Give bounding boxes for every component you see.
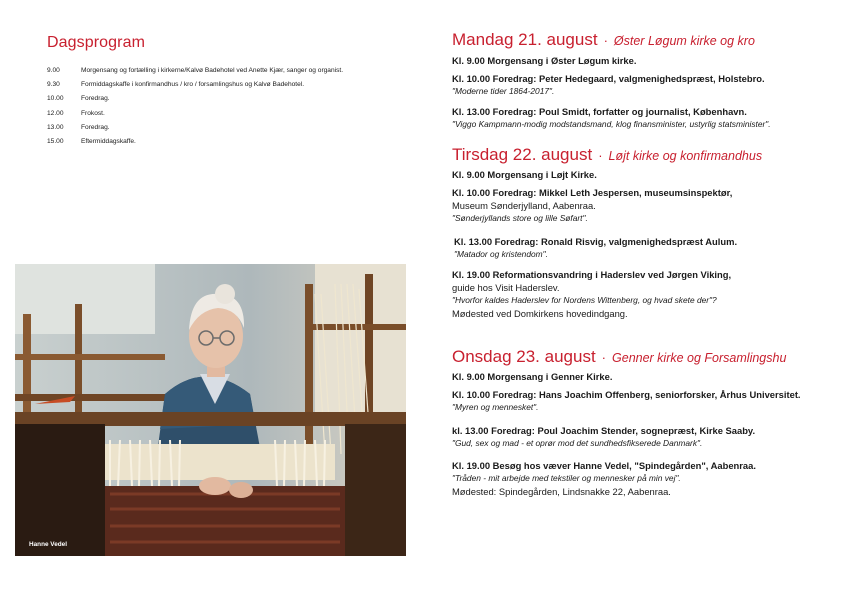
program-line: guide hos Visit Haderslev. (452, 282, 560, 293)
program-quote: "Myren og mennesket". (452, 402, 539, 412)
photo-caption: Hanne Vedel (29, 541, 68, 548)
schedule-time: 13.00 (47, 123, 64, 131)
schedule-text: Formiddagskaffe i konfirmandhus / kro / forsamlingshus og Kalvø Badehotel. (81, 81, 305, 89)
day-name: Onsdag 23. august (452, 347, 596, 366)
day-name: Mandag 21. august (452, 30, 598, 49)
schedule-time: 15.00 (47, 137, 64, 145)
weaver-photo-illustration (15, 264, 406, 556)
schedule-text: Frokost. (81, 109, 105, 117)
schedule-list (47, 64, 397, 149)
day-heading (452, 145, 832, 166)
schedule-text: Foredrag. (81, 95, 110, 103)
schedule-row (47, 107, 397, 121)
schedule-time: 9.30 (47, 81, 60, 89)
program-line: Mødested: Spindegården, Lindsnakke 22, Aabenraa. (452, 486, 671, 497)
day-section (452, 145, 832, 320)
program-quote: "Hvorfor kaldes Haderslev for Nordens Wittenberg, og hvad skete der"? (452, 295, 717, 305)
program-quote: "Sønderjyllands store og lille Søfart". (452, 213, 588, 223)
program-quote: "Moderne tider 1864-2017". (452, 86, 555, 96)
schedule-time: 10.00 (47, 95, 64, 103)
program-line: Kl. 19.00 Besøg hos væver Hanne Vedel, "Spindegården", Aabenraa. (452, 460, 756, 471)
schedule-time: 9.00 (47, 67, 60, 74)
program-line: Mødested ved Domkirkens hovedindgang. (452, 308, 628, 319)
schedule-row (47, 78, 397, 92)
program-line: kl. 13.00 Foredrag: Poul Joachim Stender, sognepræst, Kirke Saaby. (452, 425, 756, 436)
schedule-text: Morgensang og fortælling i kirkerne/Kalvø Badehotel ved Anette Kjær, sanger og organist. (81, 67, 344, 74)
schedule-row (47, 92, 397, 106)
program-quote: "Matador og kristendom". (454, 249, 548, 259)
program-line: Kl. 10.00 Foredrag: Hans Joachim Offenberg, seniorforsker, Århus Universitet. (452, 389, 801, 400)
day-section (452, 30, 832, 131)
program-line: Kl. 10.00 Foredrag: Peter Hedegaard, valgmenighedspræst, Holstebro. (452, 73, 765, 84)
weaver-photo (15, 264, 406, 556)
day-separator: · (598, 148, 603, 163)
program-quote: "Viggo Kampmann-modig modstandsmand, klog finansminister, ustyrlig statsminister". (452, 119, 771, 129)
day-heading (452, 30, 832, 51)
schedule-row (47, 64, 397, 78)
program-line: Museum Sønderjylland, Aabenraa. (452, 200, 596, 211)
schedule-row (47, 135, 397, 149)
program-title: Dagsprogram (47, 34, 146, 51)
day-location: Genner kirke og Forsamlingshu (612, 351, 787, 365)
program-line: Kl. 13.00 Foredrag: Ronald Risvig, valgmenighedspræst Aulum. (454, 236, 738, 247)
program-line: Kl. 9.00 Morgensang i Løjt Kirke. (452, 169, 597, 180)
day-name: Tirsdag 22. august (452, 145, 593, 164)
day-location: Løjt kirke og konfirmandhus (608, 149, 763, 163)
program-line: Kl. 9.00 Morgensang i Genner Kirke. (452, 371, 613, 382)
program-line: Kl. 19.00 Reformationsvandring i Haderslev ved Jørgen Viking, (452, 269, 732, 280)
program-quote: "Gud, sex og mad - et oprør mod det sundhedsfikserede Danmark". (452, 438, 703, 448)
schedule-text: Foredrag. (81, 123, 110, 131)
schedule-row (47, 121, 397, 135)
program-quote: "Tråden - mit arbejde med tekstiler og mennesker på min vej". (452, 473, 681, 483)
day-programs (452, 30, 832, 498)
day-heading (452, 347, 832, 368)
day-section (452, 347, 832, 498)
day-separator: · (601, 350, 607, 365)
schedule-time: 12.00 (47, 109, 64, 117)
schedule-text: Eftermiddagskaffe. (81, 137, 136, 145)
day-location: Øster Løgum kirke og kro (613, 34, 755, 48)
day-separator: · (603, 33, 608, 48)
program-line: Kl. 9.00 Morgensang i Øster Løgum kirke. (452, 55, 637, 66)
program-line: Kl. 10.00 Foredrag: Mikkel Leth Jespersen, museumsinspektør, (452, 187, 733, 198)
program-line: Kl. 13.00 Foredrag: Poul Smidt, forfatter og journalist, København. (452, 106, 747, 117)
